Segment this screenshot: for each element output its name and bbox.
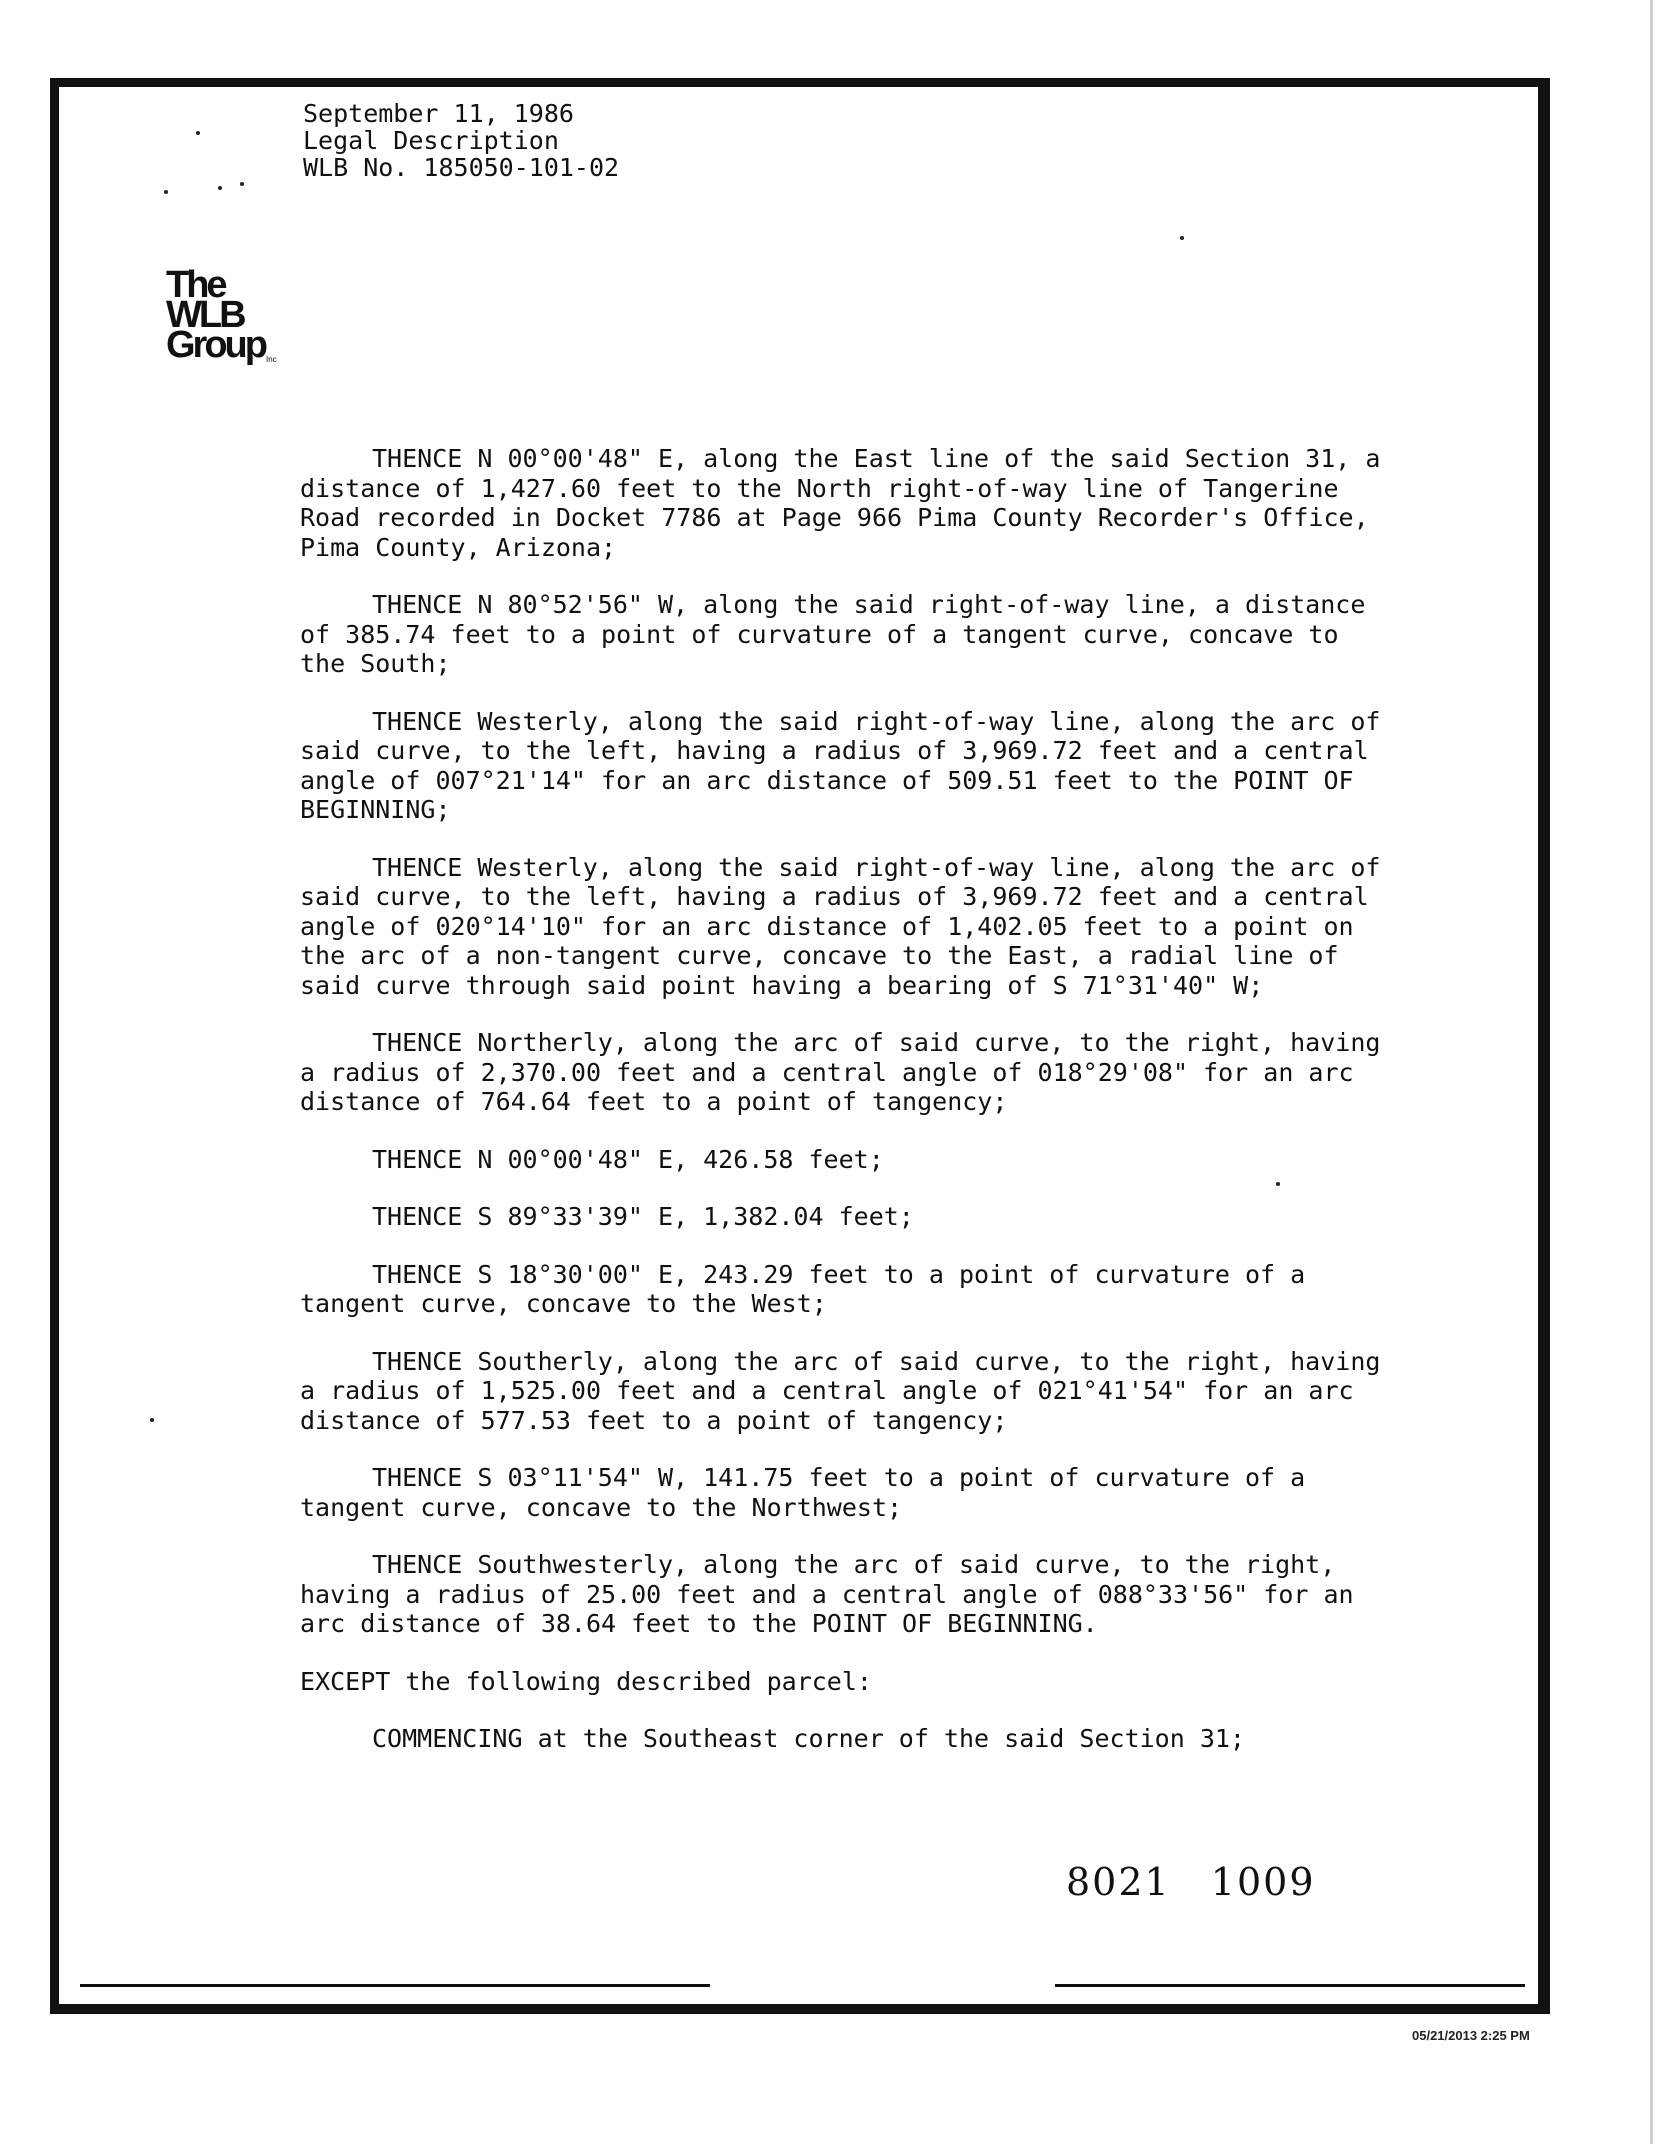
paragraph-line: angle of 020°14'10" for an arc distance of 1,402.05 feet to a point on [300, 911, 1354, 941]
paragraph-line: THENCE N 00°00'48" E, 426.58 feet; [372, 1144, 884, 1174]
paragraph-line: THENCE Southerly, along the arc of said curve, to the right, having [372, 1346, 1381, 1376]
paragraph-line: tangent curve, concave to the West; [300, 1289, 827, 1318]
legal-paragraph [300, 1667, 1380, 1697]
paragraph-line: said curve through said point having a bearing of S 71°31'40" W; [300, 970, 1264, 1000]
legal-paragraph [300, 853, 1380, 1001]
paragraph-line: THENCE Southwesterly, along the arc of said curve, to the right, [372, 1550, 1336, 1579]
scan-speck [196, 131, 200, 135]
paragraph-line: the South; [300, 649, 451, 678]
paragraph-line: THENCE Westerly, along the said right-of-way line, along the arc of [372, 706, 1381, 736]
scan-speck [164, 190, 168, 194]
scan-speck [1276, 1182, 1280, 1186]
paragraph-line: said curve, to the left, having a radius of 3,969.72 feet and a central [300, 882, 1369, 911]
scan-edge-line [1650, 0, 1653, 2144]
paragraph-line: distance of 577.53 feet to a point of tangency; [300, 1405, 1008, 1435]
paragraph-line: distance of 764.64 feet to a point of tangency; [300, 1087, 1008, 1116]
paragraph-line: angle of 007°21'14" for an arc distance of 509.51 feet to the POINT OF [300, 765, 1354, 795]
paragraph-line: having a radius of 25.00 feet and a central angle of 088°33'56" for an [300, 1579, 1354, 1609]
logo-inc: Inc [266, 355, 277, 364]
paragraph-line: BEGINNING; [300, 795, 451, 824]
legal-paragraph [300, 1260, 1380, 1319]
scan-speck [150, 1418, 154, 1422]
header-date: September 11, 1986 [303, 99, 574, 128]
paragraph-line: said curve, to the left, having a radius of 3,969.72 feet and a central [300, 736, 1369, 765]
paragraph-line: distance of 1,427.60 feet to the North right-of-way line of Tangerine [300, 473, 1339, 503]
legal-paragraph [300, 444, 1380, 562]
wlb-group-logo [166, 264, 277, 366]
legal-paragraph [300, 1550, 1380, 1639]
legal-paragraph [300, 707, 1380, 825]
paragraph-line: a radius of 1,525.00 feet and a central angle of 021°41'54" for an arc [300, 1376, 1354, 1405]
logo-line-1: The [166, 264, 225, 306]
paragraph-line: a radius of 2,370.00 feet and a central angle of 018°29'08" for an arc [300, 1057, 1354, 1087]
print-timestamp: 05/21/2013 2:25 PM [1412, 2028, 1530, 2043]
document-number: 8021 1009 [1066, 1860, 1316, 1904]
paragraph-line: COMMENCING at the Southeast corner of the said Section 31; [372, 1724, 1245, 1753]
document-header [303, 100, 619, 181]
paragraph-line: the arc of a non-tangent curve, concave to the East, a radial line of [300, 941, 1339, 970]
scan-speck [240, 182, 244, 186]
paragraph-line: THENCE S 18°30'00" E, 243.29 feet to a point of curvature of a [372, 1259, 1306, 1289]
paragraph-line: THENCE N 80°52'56" W, along the said right-of-way line, a distance [372, 590, 1366, 619]
footer-rule-left [80, 1984, 710, 1987]
footer-rule-right [1055, 1984, 1525, 1987]
legal-paragraph [300, 1202, 1380, 1232]
paragraph-line: tangent curve, concave to the Northwest; [300, 1492, 903, 1522]
logo-line-3: Group [166, 324, 265, 366]
legal-paragraph [300, 590, 1380, 679]
paragraph-line: THENCE S 89°33'39" E, 1,382.04 feet; [372, 1202, 914, 1231]
legal-description-body [300, 444, 1380, 1782]
paragraph-line: THENCE N 00°00'48" E, along the East line of the said Section 31, a [372, 444, 1381, 473]
legal-paragraph [300, 1724, 1380, 1754]
legal-paragraph [300, 1347, 1380, 1436]
paragraph-line: of 385.74 feet to a point of curvature of a tangent curve, concave to [300, 619, 1339, 649]
header-title: Legal Description [303, 126, 559, 155]
paragraph-line: Road recorded in Docket 7786 at Page 966 Pima County Recorder's Office, [300, 503, 1369, 532]
legal-paragraph [300, 1028, 1380, 1117]
paragraph-line: THENCE Northerly, along the arc of said curve, to the right, having [372, 1028, 1381, 1057]
header-wlb-number: WLB No. 185050-101-02 [303, 153, 620, 182]
paragraph-line: THENCE Westerly, along the said right-of-way line, along the arc of [372, 852, 1381, 882]
paragraph-line: Pima County, Arizona; [300, 532, 617, 562]
scan-speck [1180, 236, 1184, 240]
legal-paragraph [300, 1463, 1380, 1522]
paragraph-line: arc distance of 38.64 feet to the POINT OF BEGINNING. [300, 1609, 1098, 1638]
paragraph-line: THENCE S 03°11'54" W, 141.75 feet to a point of curvature of a [372, 1463, 1306, 1492]
scan-speck [218, 186, 222, 190]
logo-line-2: WLB [166, 294, 244, 336]
paragraph-line: EXCEPT the following described parcel: [300, 1666, 872, 1696]
legal-paragraph [300, 1145, 1380, 1175]
